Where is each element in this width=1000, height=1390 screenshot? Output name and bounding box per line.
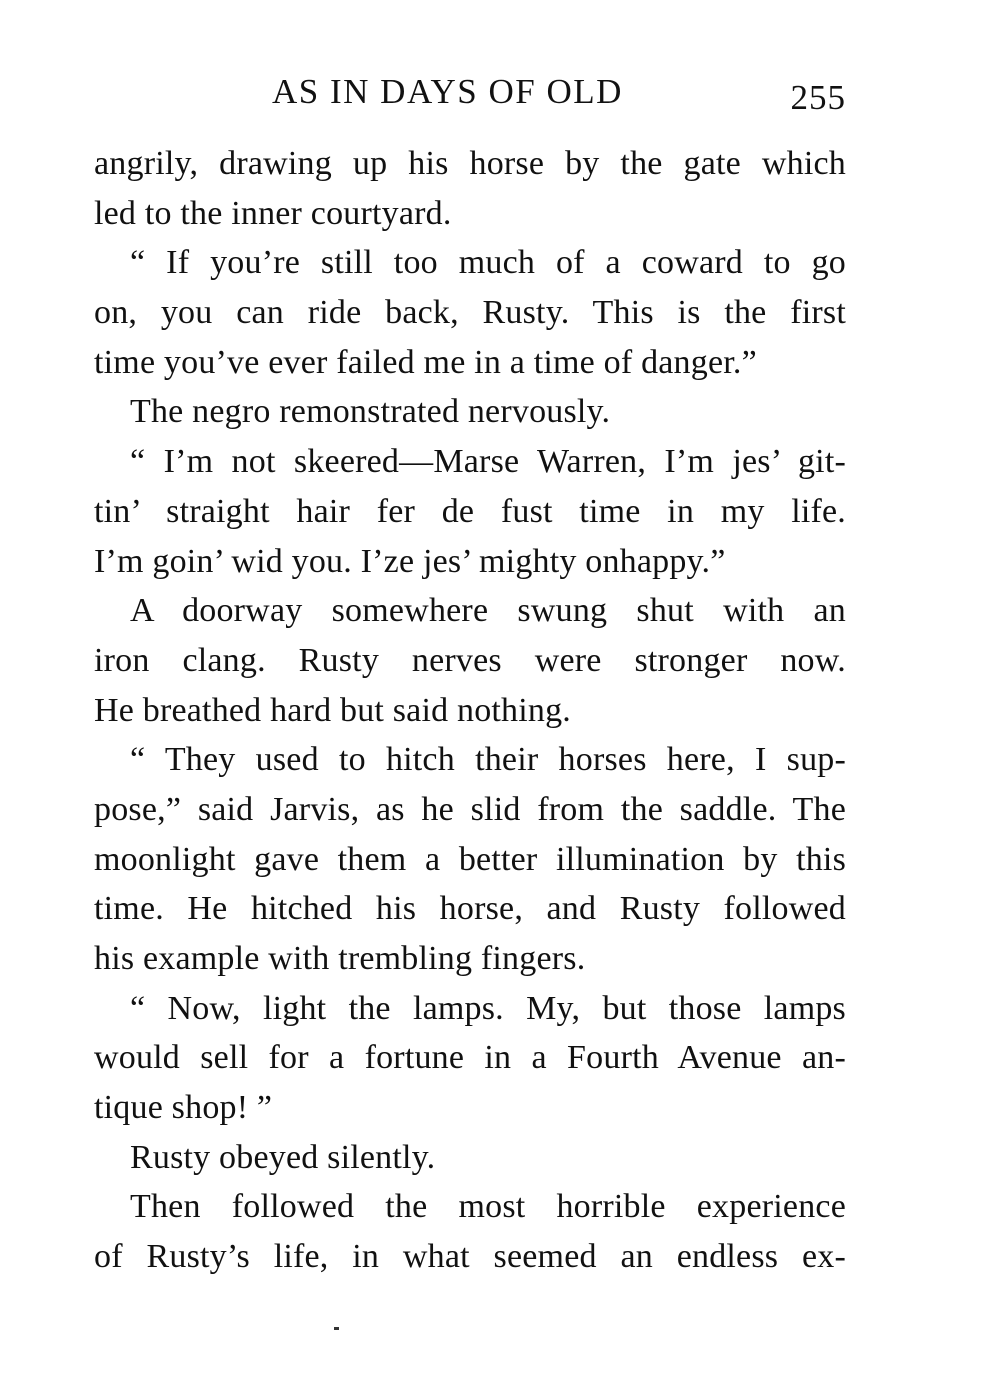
text-line: “ If you’re still too much of a coward to go <box>130 244 846 282</box>
text-line: A doorway somewhere swung shut with an <box>130 592 846 630</box>
text-line: Rusty obeyed silently. <box>130 1138 436 1176</box>
text-line: “ Now, light the lamps. My, but those lamps <box>130 989 846 1027</box>
text-line: moonlight gave them a better illumination by this <box>94 840 846 878</box>
text-line: iron clang. Rusty nerves were stronger now. <box>94 641 846 679</box>
page-number: 255 <box>790 78 846 117</box>
text-line: tin’ straight hair fer de fust time in my life. <box>94 492 846 530</box>
running-head <box>94 70 846 120</box>
text-line: time. He hitched his horse, and Rusty followed <box>94 890 846 928</box>
text-line: of Rusty’s life, in what seemed an endless ex- <box>94 1238 846 1276</box>
text-line: led to the inner courtyard. <box>94 194 452 232</box>
text-line: on, you can ride back, Rusty. This is the first <box>94 294 846 332</box>
text-line: pose,” said Jarvis, as he slid from the saddle. The <box>94 790 846 828</box>
text-line: “ They used to hitch their horses here, I sup- <box>130 741 846 779</box>
printer-mark <box>334 1327 339 1330</box>
text-line: “ I’m not skeered—Marse Warren, I’m jes’ git- <box>130 443 846 481</box>
body-text <box>94 139 846 1282</box>
text-line: angrily, drawing up his horse by the gate which <box>94 145 846 182</box>
text-line: I’m goin’ wid you. I’ze jes’ mighty onhappy.” <box>94 542 726 580</box>
text-line: He breathed hard but said nothing. <box>94 691 572 729</box>
running-title: AS IN DAYS OF OLD <box>272 72 623 111</box>
text-line: The negro remonstrated nervously. <box>130 393 611 431</box>
text-line: would sell for a fortune in a Fourth Avenue an- <box>94 1039 846 1077</box>
text-line: Then followed the most horrible experience <box>130 1188 846 1226</box>
text-line: time you’ve ever failed me in a time of danger.” <box>94 343 757 381</box>
text-line: his example with trembling fingers. <box>94 940 586 977</box>
text-line: tique shop! ” <box>94 1089 273 1127</box>
